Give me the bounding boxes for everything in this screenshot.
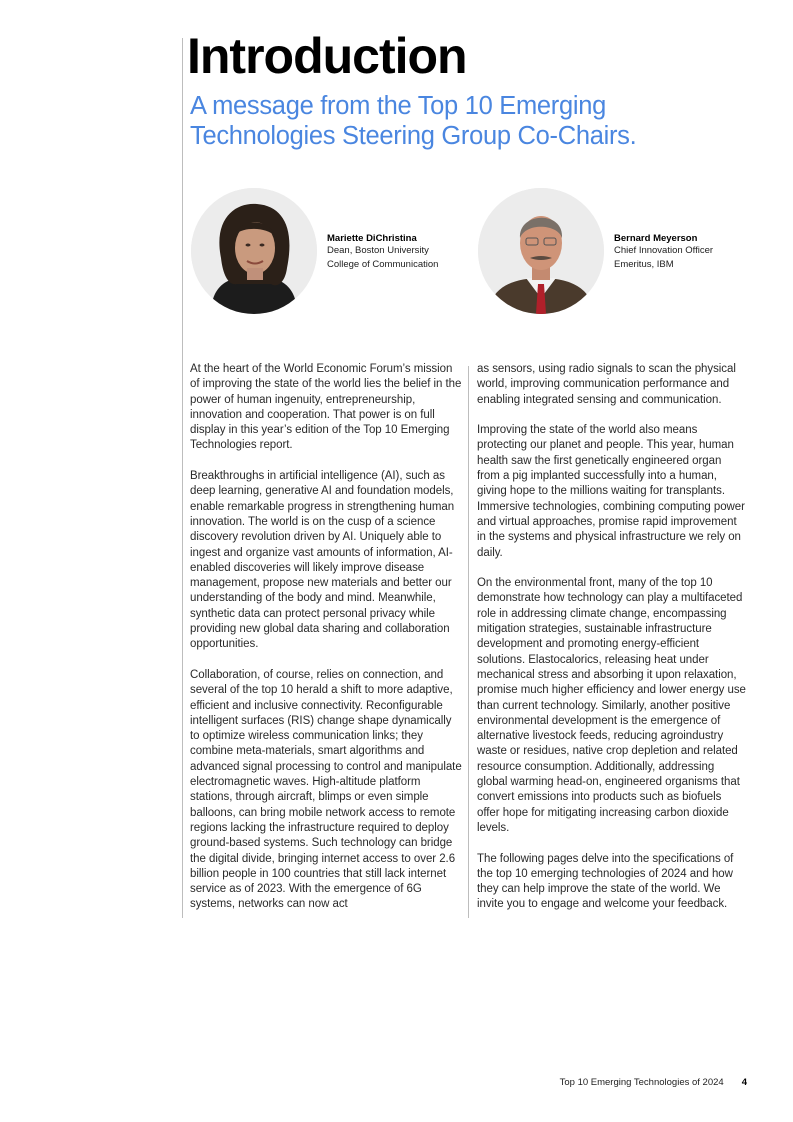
footer-report-title: Top 10 Emerging Technologies of 2024 (559, 1077, 724, 1088)
body-column-left (190, 362, 462, 928)
paragraph: Breakthroughs in artificial intelligence (AI), such as deep learning, generative AI and foundation models, enable remarkable progress in strengthening human innovation. The world is on the cusp of a science discovery revolution driven by AI. Uniquely able to ingest and organize vast amounts of information, AI-enabled discoveries will likely improve disease management, propose new materials and better our understanding of the body and mind. Meanwhile, synthetic data can protect personal privacy while providing new global data sharing and collaboration opportunities. (190, 470, 455, 651)
portrait-photo-bernard (478, 188, 604, 314)
paragraph: as sensors, using radio signals to scan the physical world, improving communication performance and enabling integrated sensing and communication. (477, 363, 736, 406)
body-column-right (477, 362, 747, 928)
paragraph: Improving the state of the world also means protecting our planet and people. This year, human health saw the first genetically engineered organ from a pig implanted successfully into a human, giving hope to the millions waiting for transplants. Immersive technologies, combining computing power and virtual approaches, promise rapid improvement in the systems and physical infrastructure we rely on daily. (477, 424, 745, 559)
person-name-mariette: Mariette DiChristina (327, 233, 417, 244)
paragraph: The following pages delve into the specifications of the top 10 emerging technologies of 2024 and how they can help improve the state of the world. We invite you to engage and welcome your feedback. (477, 852, 734, 911)
person-role-bernard: Chief Innovation Officer Emeritus, IBM (614, 245, 714, 270)
person-name-bernard: Bernard Meyerson (614, 233, 698, 244)
person-role-mariette: Dean, Boston University College of Communication (327, 245, 439, 270)
left-vertical-rule (182, 38, 183, 918)
paragraph: Collaboration, of course, relies on connection, and several of the top 10 herald a shift to more adaptive, efficient and inclusive connectivity. Reconfigurable intelligent surfaces (RIS) change shape dynamically to optimize wireless communication links; they combine meta-materials, smart algorithms and advanced signal processing to control and manipulate electromagnetic waves. High-altitude platform stations, through aircraft, blimps or even simple balloons, can bring mobile network access to remote regions lacking the infrastructure required to deploy ground-based systems. Such technology can bridge the digital divide, bringing internet access to over 2.6 billion people in 100 countries that still lack internet service as of 2023. With the emergence of 6G systems, networks can now act (190, 668, 462, 911)
page-title: Introduction (187, 28, 467, 84)
paragraph: On the environmental front, many of the top 10 demonstrate how technology can play a multifaceted role in addressing climate change, encompassing mitigation strategies, sustainable infrastructure development and promoting energy-efficient solutions. Elastocalorics, releasing heat under mechanical stress and absorbing it upon relaxation, promise much higher efficiency and lower energy use than current technology. Similarly, another positive environmental development is the emergence of alternative livestock feeds, reducing agroindustry waste or residues, native crop depletion and related resource consumption. Additionally, addressing global warming head-on, engineered organisms that convert emissions into products such as biofuels offer hope for mitigating increasing carbon dioxide levels. (477, 577, 746, 834)
page-footer (560, 1077, 747, 1088)
paragraph: At the heart of the World Economic Forum’s mission of improving the state of the world lies the belief in the power of human ingenuity, entrepreneurship, innovation and cooperation. That power is on full display in this year’s edition of the Top 10 Emerging Technologies report. (190, 363, 462, 452)
column-divider-rule (468, 366, 469, 918)
page-subtitle: A message from the Top 10 Emerging Technologies Steering Group Co-Chairs. (190, 92, 637, 150)
page-number: 4 (741, 1077, 747, 1088)
portrait-photo-mariette (191, 188, 317, 314)
